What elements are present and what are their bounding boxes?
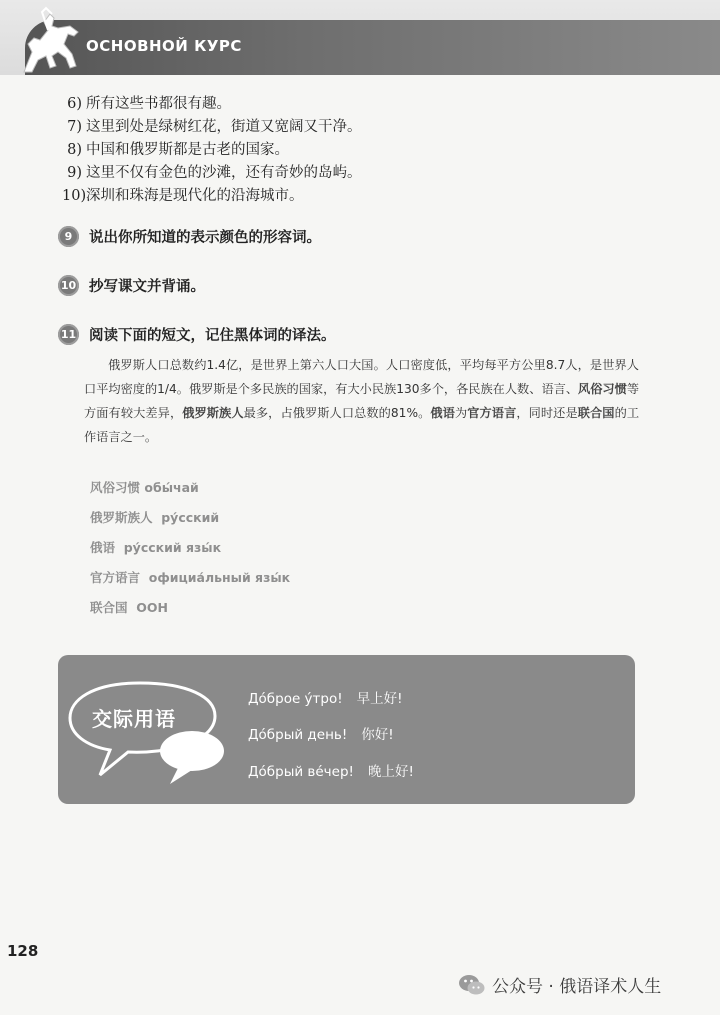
task-number-badge: 9: [58, 226, 79, 247]
phrase-ru: До́брый ве́чер!: [248, 764, 354, 780]
bold-term: 官方语言: [467, 406, 517, 420]
vocab-ru: ру́сский: [161, 510, 220, 525]
line-text: 深圳和珠海是现代化的沿海城市。: [86, 188, 304, 204]
phrase-ru: До́брый день!: [248, 727, 348, 743]
line-number: 9): [67, 165, 82, 181]
vocab-zh: 联合国: [90, 600, 128, 615]
task-instruction: 说出你所知道的表示颜色的形容词。: [89, 229, 321, 246]
vocab-zh: 官方语言: [90, 570, 141, 585]
phrases-label: 交际用语: [92, 707, 176, 731]
phrase-line: [248, 687, 403, 707]
bold-term: 俄语: [430, 406, 455, 420]
phrase-line: [248, 723, 394, 743]
line-text: 所有这些书都很有趣。: [86, 96, 231, 112]
wechat-icon: [458, 974, 486, 996]
line-number: 10): [62, 188, 87, 204]
vocab-zh: 俄罗斯族人: [90, 510, 153, 525]
phrase-zh: 你好!: [361, 727, 394, 743]
phrase-ru: До́брое у́тро!: [248, 691, 343, 707]
vocab-ru: ру́сский язы́к: [123, 540, 222, 555]
line-number: 8): [67, 142, 82, 158]
bold-term: 俄罗斯族人: [182, 406, 244, 420]
vocab-ru: ООН: [136, 600, 168, 615]
line-number: 6): [67, 96, 82, 112]
line-text: 这里到处是绿树红花，街道又宽阔又干净。: [86, 119, 362, 135]
vocab-ru: обы́чай: [144, 480, 199, 495]
task-instruction: 阅读下面的短文，记住黑体词的译法。: [89, 327, 336, 344]
vocab-ru: официа́льный язы́к: [148, 570, 291, 585]
phrase-zh: 晚上好!: [367, 764, 414, 780]
vocab-zh: 风俗习惯: [90, 480, 141, 495]
page-number: 128: [7, 942, 39, 960]
task-number-badge: 10: [58, 275, 79, 296]
task-instruction: 抄写课文并背诵。: [89, 278, 205, 295]
bold-term: 联合国: [577, 406, 615, 420]
course-title: ОСНОВНОЙ КУРС: [86, 37, 242, 55]
line-text: 这里不仅有金色的沙滩，还有奇妙的岛屿。: [86, 165, 362, 181]
vocab-zh: 俄语: [90, 540, 116, 555]
watermark-text: 公众号 · 俄语译术人生: [492, 977, 662, 997]
line-text: 中国和俄罗斯都是古老的国家。: [86, 142, 289, 158]
bold-term: 风俗习惯: [578, 382, 627, 396]
phrase-zh: 早上好!: [356, 691, 403, 707]
line-number: 7): [67, 119, 82, 135]
task-number-badge: 11: [58, 324, 79, 345]
phrase-line: [248, 760, 414, 780]
reading-paragraph: 俄罗斯人口总数约1.4亿，是世界上第六人口大国。人口密度低，平均每平方公里8.7人，是世界人口平均密度的1/4。俄罗斯是个多民族的国家，有大小民族130多个，各民族在人数、语言、风俗习惯等方面有较大差异，俄罗斯族人最多，占俄罗斯人口总数的81%。俄语为官方语言，同时还是联合国的工作语言之一。: [84, 358, 640, 444]
watermark: [458, 972, 661, 997]
